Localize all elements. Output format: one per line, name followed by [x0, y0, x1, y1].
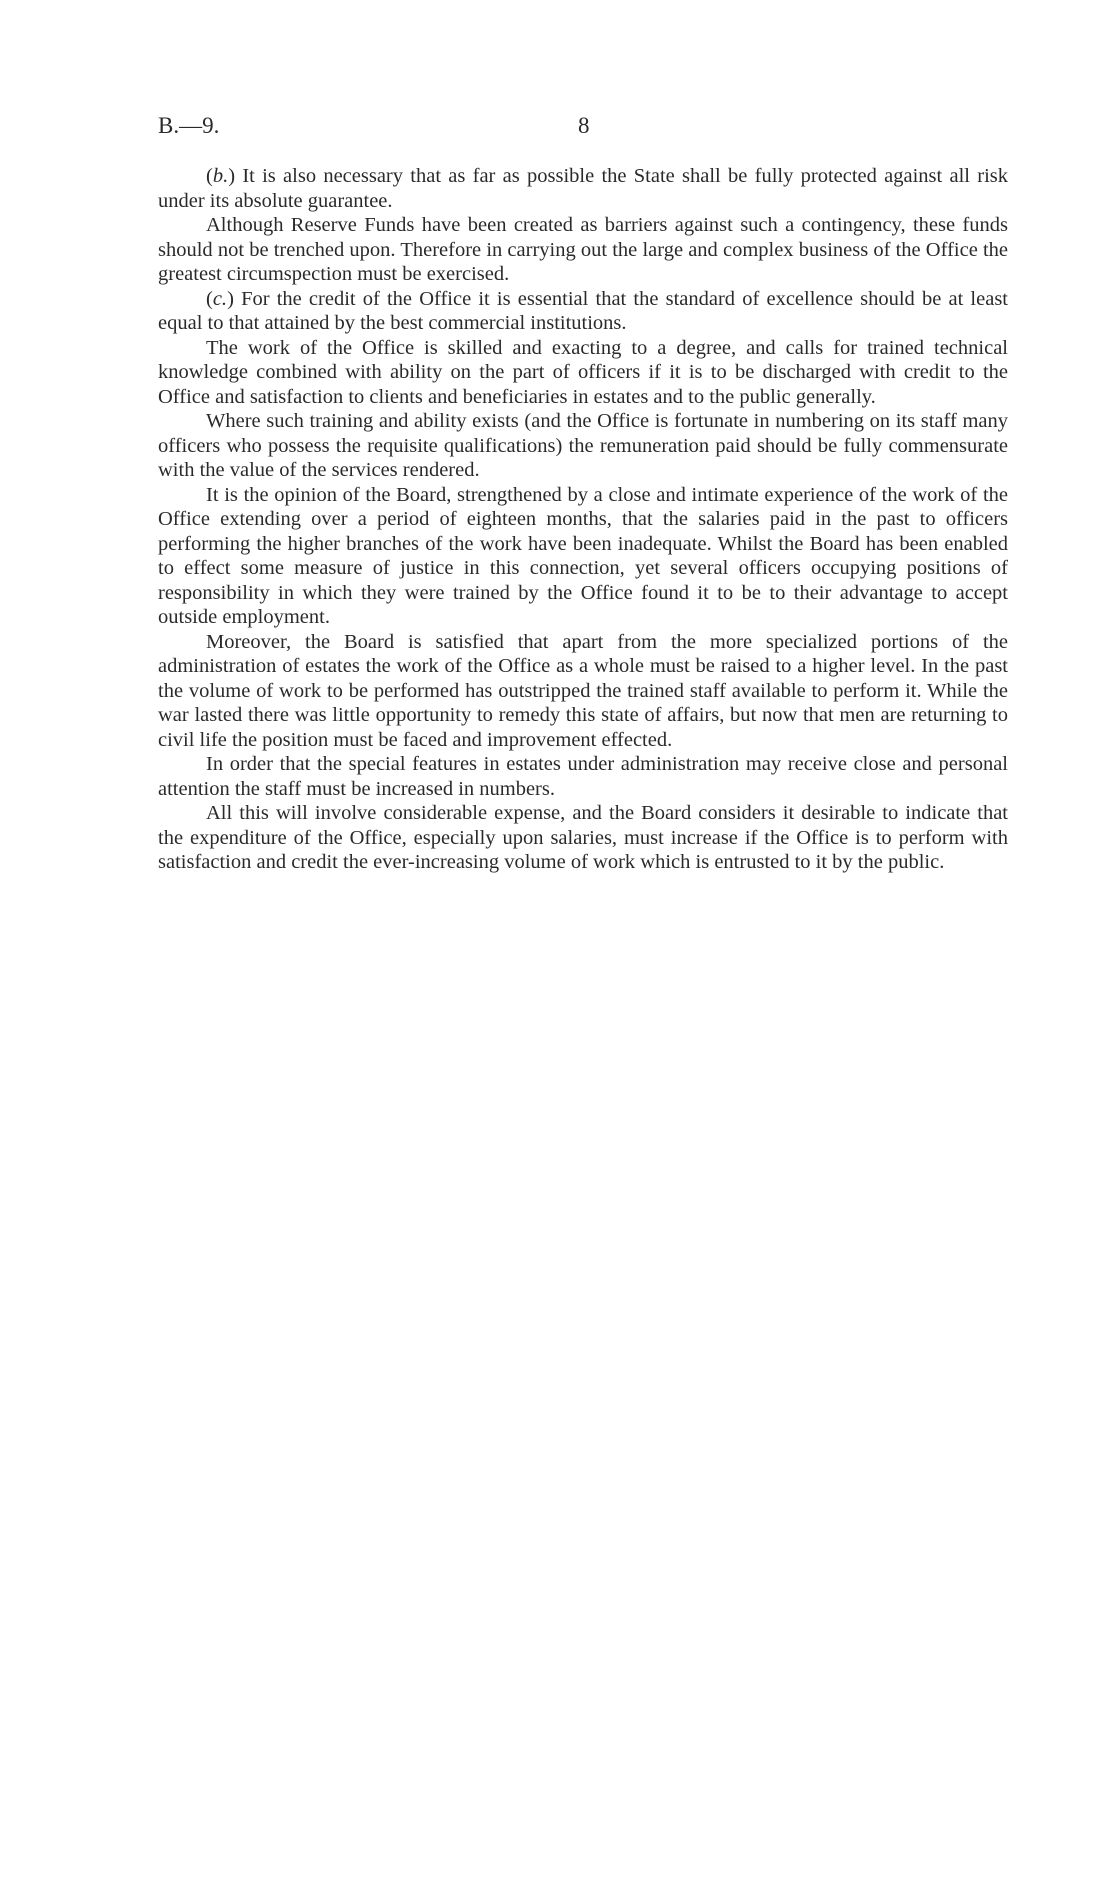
paragraph — [158, 752, 1008, 801]
body-text — [158, 164, 1008, 875]
paragraph — [158, 336, 1008, 410]
paragraph — [158, 801, 1008, 875]
paragraph: (b.) It is also necessary that as far as possible the State shall be fully protected against all risk under its absolute guarantee. — [158, 165, 1008, 212]
paragraph-text: In order that the special features in estates under administration may receive close and personal attention the staff must be increased in numbers. — [158, 753, 1008, 800]
document-reference: B.—9. — [158, 113, 220, 138]
paragraph — [158, 409, 1008, 483]
paragraph-text: Although Reserve Funds have been created as barriers against such a contingency, these funds should not be trenched upon. Therefore in carrying out the large and complex business of the Office the greatest circumspection must be exercised. — [158, 214, 1008, 285]
page-header — [158, 113, 1008, 143]
page-number: 8 — [578, 113, 590, 138]
paragraph: (c.) For the credit of the Office it is essential that the standard of excellence should be at least equal to that attained by the best commercial institutions. — [158, 287, 1009, 334]
paragraph-text: It is also necessary that as far as possible the State shall be fully protected against all risk under its absolute guarantee. — [158, 165, 1008, 212]
paragraph — [158, 213, 1008, 287]
clause-letter: c. — [212, 287, 228, 310]
paragraph — [158, 630, 1008, 753]
paragraph-text: The work of the Office is skilled and exacting to a degree, and calls for trained technical knowledge combined with ability on the part of officers if it is to be discharged with credit to the Office and satisfaction to clients and beneficiaries in estates and to the public generally. — [158, 336, 1008, 408]
clause-letter: b. — [212, 165, 229, 187]
paragraph-text: Moreover, the Board is satisfied that apart from the more specialized portions of the administration of estates the work of the Office as a whole must be raised to a higher level. In the past the volume of work to be performed has outstripped the trained staff available to perform it. While the war lasted there was little opportunity to remedy this state of affairs, but now that men are returning to civil life the position must be faced and improvement effected. — [158, 630, 1008, 751]
paragraph-text: It is the opinion of the Board, strengthened by a close and intimate experience of the work of the Office extending over a period of eighteen months, that the salaries paid in the past to officers performing the higher branches of the work have been inadequate. Whilst the Board has been enabled to effect some measure of justice in this connection, yet several officers occupying positions of responsibility in which they were trained by the Office found it to be to their advantage to accept outside employment. — [158, 483, 1008, 628]
paragraph-text: Where such training and ability exists (and the Office is fortunate in numbering on its staff many officers who possess the requisite qualifications) the remuneration paid should be fully commensurate with the value of the services rendered. — [158, 410, 1008, 481]
paragraph — [158, 483, 1008, 630]
paragraph-text: All this will involve considerable expense, and the Board considers it desirable to indicate that the expenditure of the Office, especially upon salaries, must increase if the Office is to perform with satisfaction and credit the ever-increasing volume of work which is entrusted to it by the public. — [158, 802, 1008, 873]
paragraph-text: For the credit of the Office it is essential that the standard of excellence should be at least equal to that attained by the best commercial institutions. — [158, 287, 1009, 334]
